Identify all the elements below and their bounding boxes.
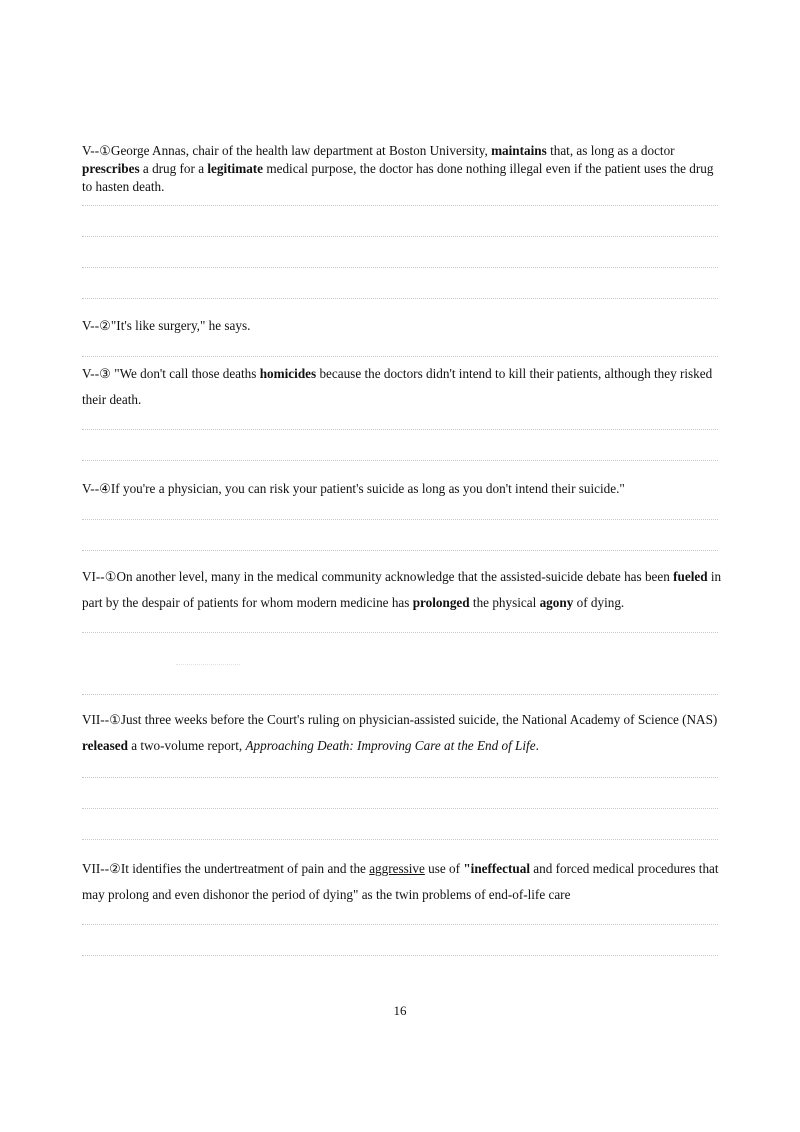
- report-title: Approaching Death: Improving Care at the End of Life: [245, 738, 536, 753]
- keyword-fueled: fueled: [673, 569, 708, 584]
- text: V--④If you're a physician, you can risk your patient's suicide as long as you don't intend their suicide.": [82, 481, 625, 496]
- keyword-released: released: [82, 738, 128, 753]
- answer-line: [82, 205, 718, 206]
- answer-line: [82, 356, 718, 357]
- paragraph-vii-1: [82, 707, 722, 759]
- text: a two-volume report,: [127, 738, 246, 753]
- text: because the doctors didn't intend to kill their patients, although they risked their death.: [82, 366, 713, 407]
- paragraph-v-1: [82, 142, 722, 196]
- paragraph-vi-1: [82, 564, 722, 616]
- answer-line: [82, 632, 718, 633]
- answer-line: [82, 839, 718, 840]
- text: the physical: [469, 595, 540, 610]
- text: use of: [424, 861, 464, 876]
- answer-line: [82, 550, 718, 551]
- answer-line: [82, 460, 718, 461]
- answer-line: [82, 924, 718, 925]
- keyword-aggressive: aggressive: [369, 861, 425, 876]
- answer-line: [82, 808, 718, 809]
- keyword-agony: agony: [539, 595, 574, 610]
- text: V--②"It's like surgery," he says.: [82, 318, 251, 333]
- answer-line: [82, 236, 718, 237]
- text: in part by the despair of patients for whom modern medicine has: [82, 569, 722, 610]
- text: a drug for a: [139, 161, 208, 176]
- text: medical purpose, the doctor has done nothing illegal even if the patient uses the drug to hasten death.: [82, 161, 714, 194]
- paragraph-v-2: [82, 317, 722, 335]
- answer-line-fragment: [176, 664, 240, 665]
- keyword-prescribes: prescribes: [82, 161, 140, 176]
- paragraph-vii-2: [82, 856, 722, 908]
- text: .: [535, 738, 539, 753]
- answer-line: [82, 955, 718, 956]
- text: of dying.: [573, 595, 625, 610]
- keyword-homicides: homicides: [259, 366, 317, 381]
- text: VI--①On another level, many in the medical community acknowledge that the assisted-suicide debate has been: [82, 569, 674, 584]
- text: V--①George Annas, chair of the health law department at Boston University,: [82, 143, 492, 158]
- keyword-ineffectual: "ineffectual: [463, 861, 530, 876]
- page-number: 16: [393, 1003, 407, 1018]
- text: V--③ "We don't call those deaths: [82, 366, 260, 381]
- answer-line: [82, 267, 718, 268]
- answer-line: [82, 777, 718, 778]
- answer-line: [82, 519, 718, 520]
- paragraph-v-3: [82, 361, 722, 413]
- text: VII--②It identifies the undertreatment of pain and the: [82, 861, 370, 876]
- keyword-prolonged: prolonged: [412, 595, 470, 610]
- paragraph-v-4: [82, 480, 722, 498]
- text: VII--①Just three weeks before the Court's ruling on physician-assisted suicide, the National Academy of Science (NAS): [82, 712, 718, 727]
- text: that, as long as a doctor: [546, 143, 675, 158]
- answer-line: [82, 429, 718, 430]
- text: and forced medical procedures that may prolong and even dishonor the period of dying" as the twin problems of end-of-life care: [82, 861, 719, 902]
- answer-line: [82, 694, 718, 695]
- keyword-maintains: maintains: [491, 143, 547, 158]
- answer-line: [82, 298, 718, 299]
- keyword-legitimate: legitimate: [207, 161, 264, 176]
